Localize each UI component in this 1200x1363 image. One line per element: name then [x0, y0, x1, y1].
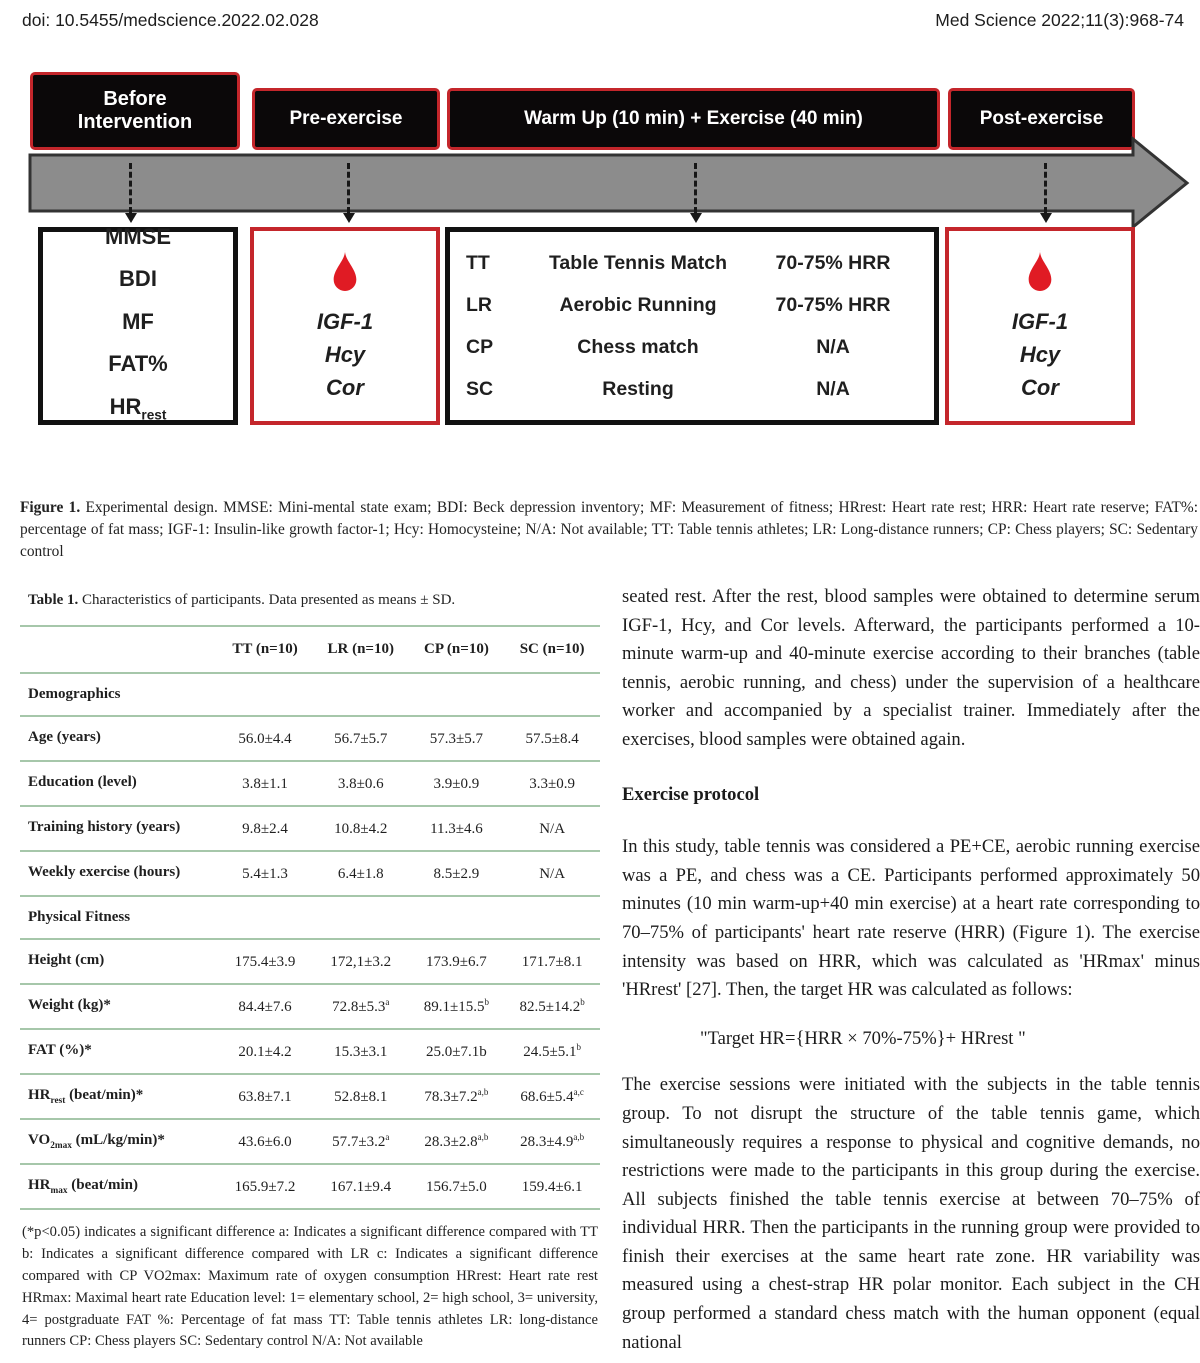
figure-1-diagram	[25, 68, 1195, 430]
section-heading: Exercise protocol	[622, 783, 760, 805]
dashed-down-arrow	[347, 163, 350, 213]
protocol-row: TT Table Tennis Match 70-75% HRR	[466, 251, 891, 274]
protocol-row: CP Chess match N/A	[466, 335, 850, 358]
cell-value: 72.8±5.3$^a$	[332, 997, 390, 1015]
table-row: Weight (kg)* 84.4±7.6 72.8±5.3$^a$ 89.1±15.5$^b$ 82.5±14.2$^b$	[20, 984, 600, 1029]
table-header-lr: LR (n=10)	[327, 641, 394, 657]
cell-value: 11.3±4.6	[430, 821, 483, 837]
pre-exercise-blood-box	[250, 227, 440, 425]
protocol-box	[445, 227, 939, 425]
figure-caption-text: Experimental design. MMSE: Mini-mental state exam; BDI: Beck depression inventory; MF: Measurement of fitness; HRrest: Heart rate rest; HRR: Heart rate reserve; FAT%: percentage of fat mass; IGF-1: Insulin-like growth factor-1; Hcy: Homocysteine; N/A: Not available; TT: Table tennis athletes; LR: Long-distance runners; CP: Chess players; SC: Sedentary control	[20, 499, 1198, 560]
cell-value: $28.3\pm 4.9^{a,b}$	[520, 1132, 585, 1150]
timeline-box-pre-exercise: Pre-exercise	[252, 88, 440, 150]
table-row: Age (years) 56.0±4.4 56.7±5.7 57.3±5.7 57.5±8.4	[20, 716, 600, 761]
cell-value: 175.4±3.9	[234, 954, 296, 970]
assessments-box	[38, 224, 238, 425]
cell-value: 57.5±8.4	[525, 731, 579, 747]
cell-value: 57.7±3.2$^a$	[332, 1132, 390, 1150]
table-row: FAT (%)* 20.1±4.2 15.3±3.1 25.0±7.1b 24.5±5.1$^b$	[20, 1029, 600, 1074]
cell-value: 43.6±6.0	[238, 1134, 292, 1150]
cell-value: 6.4±1.8	[337, 866, 384, 882]
cell-value: N/A	[539, 866, 566, 882]
cell-value: 25.0±7.1b	[426, 1044, 487, 1060]
page-header	[22, 10, 1184, 31]
timeline-box-post-exercise: Post-exercise	[948, 88, 1135, 150]
assessment-item: MF	[122, 308, 154, 334]
section-label: Demographics	[28, 686, 121, 702]
protocol-row: LR Aerobic Running 70-75% HRR	[466, 293, 891, 316]
table-row: Weekly exercise (hours) 5.4±1.3 6.4±1.8 8.5±2.9 N/A	[20, 851, 600, 896]
cell-value: $68.6\pm 5.4^{a,c}$	[520, 1087, 584, 1105]
cell-value: 8.5±2.9	[433, 866, 480, 882]
table-header-row	[20, 626, 600, 673]
protocol-row: SC Resting N/A	[466, 377, 850, 400]
cell-value: 156.7±5.0	[426, 1179, 487, 1195]
cell-value: 52.8±8.1	[334, 1089, 388, 1105]
doi-text: doi: 10.5455/medscience.2022.02.028	[22, 10, 319, 30]
table-footnote: (*p<0.05) indicates a significant difference a: Indicates a significant difference compared with TT b: Indicates a significant difference compared with LR c: Indicates a significant difference compared with CP VO2max: Maximum rate of oxygen consumption HRrest: Heart rate rest HRmax: Maximal heart rate Education level: 1= elementary school, 2= high school, 3= university, 4= postgraduate FAT %: Percentage of fat mass TT: Table tennis athletes LR: long-distance runners CP: Chess players SC: Sedentary control N/A: Not available	[20, 1220, 600, 1363]
table-section-row	[20, 673, 600, 716]
cell-value: 84.4±7.6	[238, 999, 292, 1015]
cell-value: 9.8±2.4	[242, 821, 288, 837]
blood-marker: Cor	[326, 374, 364, 400]
left-column	[20, 592, 600, 1363]
blood-marker: Hcy	[1019, 341, 1061, 367]
table-header-cp: CP (n=10)	[424, 641, 489, 657]
cell-value: $78.3\pm 7.2^{a,b}$	[424, 1087, 489, 1105]
table-header-empty	[20, 626, 217, 673]
blood-drop-icon	[1023, 249, 1057, 299]
table-1	[20, 625, 600, 1210]
cell-value: 82.5±14.2$^b$	[519, 997, 585, 1015]
cell-value: 171.7±8.1	[521, 954, 583, 970]
blood-drop-icon	[328, 249, 362, 299]
cell-value: 10.8±4.2	[334, 821, 388, 837]
table-header-sc: SC (n=10)	[519, 641, 585, 657]
dashed-down-arrow	[129, 163, 132, 213]
blood-marker: IGF-1	[316, 308, 374, 334]
cell-value: 15.3±3.1	[334, 1044, 388, 1060]
figure-caption-label: Figure 1.	[20, 499, 81, 516]
target-hr-formula: "Target HR={HRR × 70%-75%}+ HRrest "	[700, 1027, 1026, 1049]
table-header-tt: TT (n=10)	[232, 641, 298, 657]
figure-caption	[20, 497, 1198, 563]
assessment-item: $HR_{rest}$	[109, 393, 167, 422]
journal-ref: Med Science 2022;11(3):968-74	[935, 10, 1184, 30]
table-section-row	[20, 896, 600, 939]
cell-value: 89.1±15.5$^b$	[423, 997, 490, 1015]
cell-value: 159.4±6.1	[521, 1179, 583, 1195]
body-paragraph: The exercise sessions were initiated with the subjects in the table tennis group. To not disrupt the structure of the table tennis game, which simultaneously requires a response to physical and cognitive demands, no restrictions were made to the participants in this group during the exercise. All subjects finished the table tennis exercise at between 70–75% of individual HRR. Then the participants in the running group were provided to finish their exercises at the same heart rate zone. HR variability was measured using a chest-strap HR polar monitor. Each subject in the CH group performed a standard chess match with the human opponent (equal national	[622, 1074, 1200, 1353]
body-paragraph: seated rest. After the rest, blood samples were obtained to determine serum IGF-1, Hcy, and Cor levels. Afterward, the participants performed a 10-minute warm-up and 40-minute exercise according to their branches (table tennis, aerobic running, and chess) under the supervision of a healthcare worker and accompanied by a specialist trainer. Immediately after the exercises, blood samples were obtained again.	[622, 586, 1200, 750]
assessment-item: BDI	[119, 266, 157, 292]
cell-value: 63.8±7.1	[238, 1089, 292, 1105]
right-column	[622, 583, 1200, 1357]
section-label: Physical Fitness	[28, 909, 131, 925]
body-paragraph: In this study, table tennis was considered a PE+CE, aerobic running exercise was a PE, and chess was a CE. Participants performed approximately 50 minutes (10 min warm-up+40 min exercise) at a heart rate corresponding to 70–75% of participants' heart rate reserve (HRR) (Figure 1). The exercise intensity was based on HRR, which was calculated as 'HRmax' minus 'HRrest' [27]. Then, the target HR was calculated as follows:	[622, 836, 1200, 1001]
table-row: $HR_{rest}$ (beat/min)* 63.8±7.1 52.8±8.1 $78.3\pm 7.2^{a,b}$ $68.6\pm 5.4^{a,c}$	[20, 1074, 600, 1119]
assessment-item: MMSE	[105, 224, 171, 250]
cell-value: 57.3±5.7	[429, 731, 484, 747]
cell-value: 56.0±4.4	[238, 731, 292, 747]
blood-marker: Hcy	[324, 341, 366, 367]
cell-value: 173.9±6.7	[426, 954, 487, 970]
cell-value: 3.8±1.1	[242, 776, 288, 792]
table-row: $HR_{max}$ (beat/min) 165.9±7.2 167.1±9.4 156.7±5.0 159.4±6.1	[20, 1164, 600, 1209]
timeline-box-before-intervention: Before Intervention	[30, 72, 240, 150]
timeline-box-warmup-exercise: Warm Up (10 min) + Exercise (40 min)	[447, 88, 940, 150]
cell-value: N/A	[539, 821, 566, 837]
cell-value: 20.1±4.2	[238, 1044, 292, 1060]
cell-value: 5.4±1.3	[242, 866, 288, 882]
cell-value: 3.3±0.9	[529, 776, 575, 792]
cell-value: 167.1±9.4	[330, 1179, 392, 1195]
table-row: Education (level) 3.8±1.1 3.8±0.6 3.9±0.9 3.3±0.9	[20, 761, 600, 806]
cell-value: 172,1±3.2	[330, 954, 392, 970]
cell-value: 165.9±7.2	[234, 1179, 296, 1195]
assessment-item: FAT%	[108, 351, 168, 377]
blood-marker: Cor	[1021, 374, 1059, 400]
table-row: Training history (years) 9.8±2.4 10.8±4.2 11.3±4.6 N/A	[20, 806, 600, 851]
cell-value: 3.9±0.9	[433, 776, 480, 792]
timeline-arrow	[25, 136, 1195, 230]
table-1-title: Table 1. Characteristics of participants. Data presented as means ± SD.	[28, 592, 456, 608]
cell-value: 3.8±0.6	[337, 776, 384, 792]
dashed-down-arrow	[1044, 163, 1047, 213]
table-row: Height (cm) 175.4±3.9 172,1±3.2 173.9±6.7 171.7±8.1	[20, 939, 600, 984]
blood-marker: IGF-1	[1011, 308, 1069, 334]
cell-value: $28.3\pm 2.8^{a,b}$	[424, 1132, 489, 1150]
dashed-down-arrow	[694, 163, 697, 213]
post-exercise-blood-box	[945, 227, 1135, 425]
table-row: $VO_{2max}$ (mL/kg/min)* 43.6±6.0 57.7±3.2$^a$ $28.3\pm 2.8^{a,b}$ $28.3\pm 4.9^{a,b}$	[20, 1119, 600, 1164]
cell-value: 24.5±5.1$^b$	[523, 1042, 581, 1060]
cell-value: 56.7±5.7	[334, 731, 388, 747]
